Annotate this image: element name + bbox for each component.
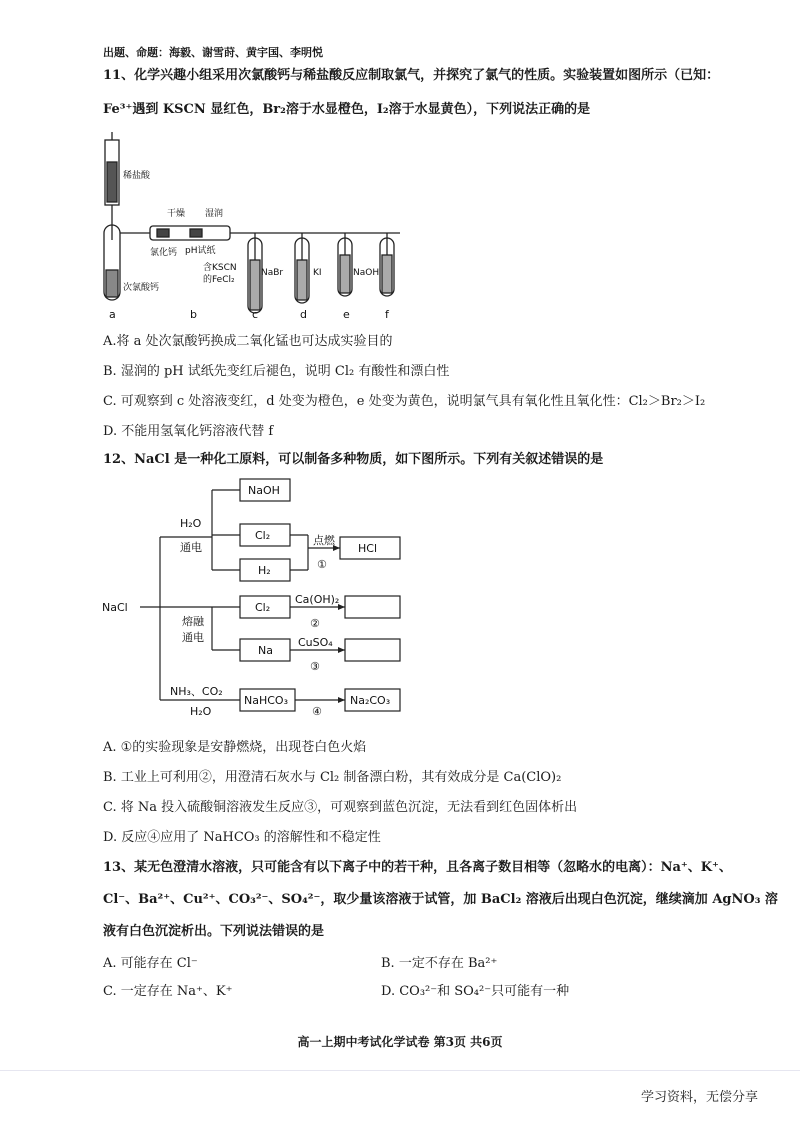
q11-option-c: C. 可观察到 c 处溶液变红，d 处变为橙色，e 处变为黄色，说明氯气具有氧化性且氧化性：Cl₂＞Br₂＞I₂ xyxy=(103,394,706,409)
q11-option-d: D. 不能用氢氧化钙溶液代替 f xyxy=(103,424,274,439)
q12-ignite: 点燃 xyxy=(313,534,335,547)
page-divider xyxy=(0,1070,800,1071)
q12-nacl: NaCl xyxy=(102,601,128,614)
label-f: f xyxy=(385,308,389,321)
q12-h2o: H₂O xyxy=(180,517,202,530)
label-c: c xyxy=(252,308,259,321)
corner-caption: 学习资料，无偿分享 xyxy=(640,1090,758,1105)
q12-na-box: Na xyxy=(258,644,273,657)
q12-option-a: A. ①的实验现象是安静燃烧，出现苍白色火焰 xyxy=(103,740,367,755)
q11-option-a: A.将 a 处次氯酸钙换成二氧化锰也可达成实验目的 xyxy=(103,334,393,349)
label-kscn-2: 的FeCl₂ xyxy=(203,275,235,285)
q12-circle1: ① xyxy=(317,558,327,571)
q11-option-b: B. 湿润的 pH 试纸先变红后褪色，说明 Cl₂ 有酸性和漂白性 xyxy=(103,364,450,379)
label-d: d xyxy=(300,308,307,321)
label-nabr: NaBr xyxy=(261,268,284,278)
page-footer: 高一上期中考试化学试卷 第3页 共6页 xyxy=(297,1035,503,1049)
q12-option-c: C. 将 Na 投入硫酸铜溶液发生反应③，可观察到蓝色沉淀，无法看到红色固体析出 xyxy=(103,800,578,815)
label-naoh: NaOH xyxy=(353,268,380,278)
q13-option-c: C. 一定存在 Na⁺、K⁺ xyxy=(103,984,233,999)
q12-hcl-box: HCl xyxy=(358,542,378,555)
q13-stem-line1: 13、某无色澄清水溶液，只可能含有以下离子中的若干种，且各离子数目相等（忽略水的电离）：Na⁺、K⁺、 xyxy=(103,860,732,875)
q12-option-b: B. 工业上可利用②，用澄清石灰水与 Cl₂ 制备漂白粉，其有效成分是 Ca(ClO)₂ xyxy=(103,770,562,785)
q12-cuso4: CuSO₄ xyxy=(298,636,333,649)
q13-option-d: D. CO₃²⁻和 SO₄²⁻只可能有一种 xyxy=(381,984,570,999)
q11-stem-line2: Fe³⁺遇到 KSCN 显红色，Br₂溶于水显橙色，I₂溶于水显黄色），下列说法正确的是 xyxy=(103,102,591,117)
q12-melt: 熔融 xyxy=(182,615,204,628)
q12-nh3co2: NH₃、CO₂ xyxy=(170,685,223,698)
q12-h2-box: H₂ xyxy=(258,564,271,577)
label-dilute-hcl: 稀盐酸 xyxy=(123,171,151,181)
q13-option-a: A. 可能存在 Cl⁻ xyxy=(103,956,198,971)
q12-h2o2: H₂O xyxy=(190,705,212,718)
q12-circle4: ④ xyxy=(312,705,322,718)
q12-cl2b-box: Cl₂ xyxy=(255,601,271,614)
q12-nahco3-box: NaHCO₃ xyxy=(244,694,288,707)
label-ph-paper: pH试纸 xyxy=(185,246,216,256)
label-ca-hypochlorite: 次氯酸钙 xyxy=(123,283,160,293)
label-wet: 湿润 xyxy=(205,209,224,219)
label-ki: KI xyxy=(313,268,322,278)
label-b: b xyxy=(190,308,197,321)
q12-cl2-box: Cl₂ xyxy=(255,529,271,542)
q12-option-d: D. 反应④应用了 NaHCO₃ 的溶解性和不稳定性 xyxy=(103,830,381,845)
label-e: e xyxy=(343,308,350,321)
q12-electrolysis2: 通电 xyxy=(182,631,204,644)
q12-na2co3-box: Na₂CO₃ xyxy=(350,694,391,707)
q12-naoh-box: NaOH xyxy=(248,484,280,497)
q12-circle3: ③ xyxy=(310,660,320,673)
label-cacl2: 氯化钙 xyxy=(150,248,178,258)
authors-line: 出题、命题：海毅、谢雪莳、黄宇国、李明悦 xyxy=(103,46,323,59)
q13-stem-line3: 液有白色沉淀析出。下列说法错误的是 xyxy=(103,924,325,939)
q12-circle2: ② xyxy=(310,617,320,630)
q11-apparatus-diagram xyxy=(95,130,425,325)
label-dry: 干燥 xyxy=(167,209,186,219)
q13-option-b: B. 一定不存在 Ba²⁺ xyxy=(381,956,498,971)
q11-stem-line1: 11、化学兴趣小组采用次氯酸钙与稀盐酸反应制取氯气，并探究了氯气的性质。实验装置如图所示（已知： xyxy=(103,68,720,83)
q12-flow-diagram xyxy=(100,475,440,725)
q12-stem: 12、NaCl 是一种化工原料，可以制备多种物质，如下图所示。下列有关叙述错误的是 xyxy=(103,452,604,467)
q12-electrolysis: 通电 xyxy=(180,541,202,554)
label-a: a xyxy=(109,308,116,321)
q13-stem-line2: Cl⁻、Ba²⁺、Cu²⁺、CO₃²⁻、SO₄²⁻，取少量该溶液于试管，加 BaCl₂ 溶液后出现白色沉淀，继续滴加 AgNO₃ 溶 xyxy=(103,892,778,907)
label-kscn-1: 含KSCN xyxy=(203,263,237,273)
q12-caoh2: Ca(OH)₂ xyxy=(295,593,340,606)
